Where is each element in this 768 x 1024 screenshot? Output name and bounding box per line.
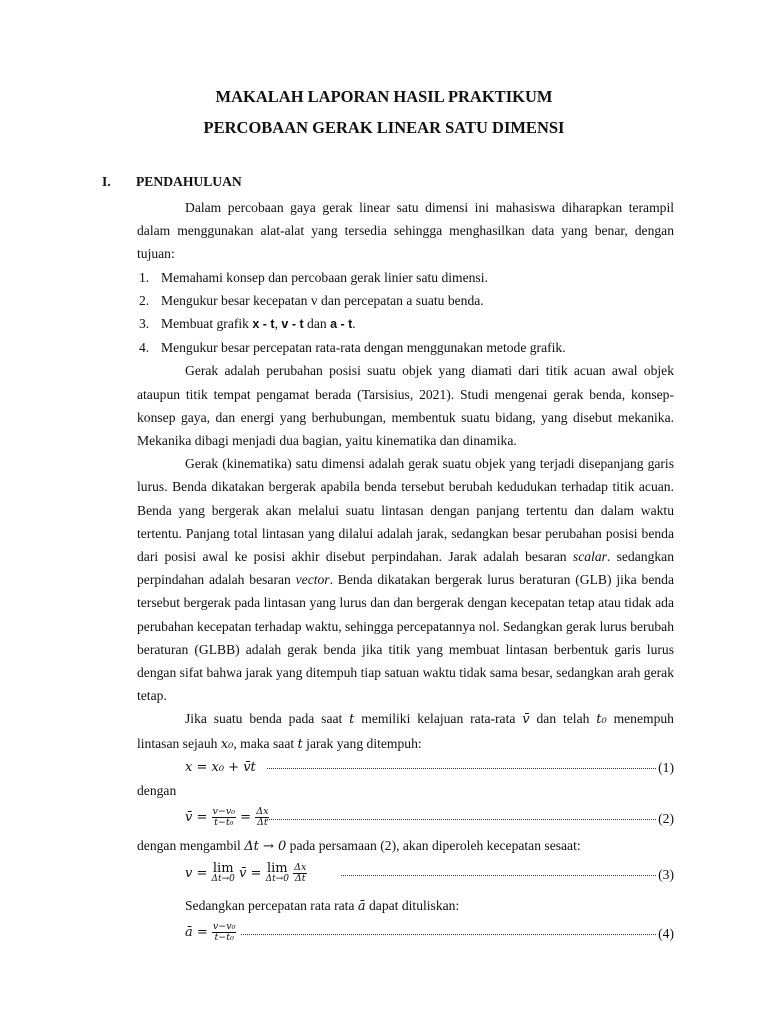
- list-end: .: [352, 316, 356, 332]
- text-run: . sedangkan perpindahan adalah besaran: [137, 549, 674, 588]
- graph-x-t: x - t: [252, 317, 275, 332]
- limit-subscript: Δt→0: [211, 873, 235, 884]
- fraction-denominator: t−t₀: [214, 931, 234, 943]
- fraction-numerator: v−v₀: [212, 806, 236, 818]
- list-sep: dan: [303, 316, 331, 332]
- paragraph-acceleration: [137, 894, 674, 918]
- text-run: jarak yang ditempuh:: [302, 735, 422, 751]
- document-body: [137, 196, 674, 951]
- list-number: 4.: [139, 340, 150, 356]
- paragraph-gerak: Gerak adalah perubahan posisi suatu objek yang diamati dari titik acuan awal objek ataupun titik tempat pengamat berada (Tarsisius, 2021). Studi mengenai gerak benda, konsep-konsep gaya, dan energi yang berhubungan, membentuk suatu bidang, yang disebut mekanika. Mekanika dibagi menjadi dua bagian, yaitu kinematika dan dinamika.: [137, 363, 674, 449]
- equation-2: [137, 802, 674, 834]
- fraction: [255, 807, 269, 828]
- section-title: PENDAHULUAN: [136, 174, 242, 189]
- math-vbar: v̄: [239, 866, 247, 882]
- paragraph-kelajuan: [137, 707, 674, 755]
- text-run: menempuh lintasan sejauh: [137, 711, 674, 751]
- dot-leader: [241, 934, 656, 935]
- fraction-numerator: Δx: [294, 862, 307, 874]
- list-number: 1.: [139, 269, 150, 285]
- math-lhs: v̄ =: [185, 810, 208, 826]
- equation-3: [137, 858, 674, 894]
- math-vbar: v̄: [522, 712, 530, 728]
- math-x0: x₀: [220, 736, 234, 752]
- math-t0: t₀: [596, 712, 607, 728]
- text-run: . Benda dikatakan bergerak lurus beraturan (GLB) jika benda tersebut bergerak pada lintasan yang lurus dan dan bergerak dengan kecepatan tetap atau tidak ada perubahan kecepatan terhadap waktu, sehingga percepatannya nol. Sedangkan gerak lurus berubah beraturan (GLBB) adalah gerak benda jika titik yang membuat lintasan berbentuk garis lurus dengan sifat bahwa jarak yang ditempuh tiap satuan waktu tidak sama besar, sedangkan arah gerak tetap.: [137, 572, 674, 704]
- limit-word: lim: [212, 860, 234, 876]
- list-text: Mengukur besar percepatan rata-rata dengan menggunakan metode grafik.: [161, 340, 566, 356]
- math-delta-t: Δt → 0: [244, 839, 287, 855]
- math-lhs: v =: [185, 866, 208, 882]
- math-equals: =: [250, 866, 262, 882]
- list-item: [137, 336, 674, 359]
- equation-4: [137, 919, 674, 951]
- fraction-denominator: t−t₀: [214, 817, 234, 829]
- list-text: Membuat grafik: [161, 316, 253, 332]
- equation-4-number: (4): [658, 925, 674, 941]
- document-title-line2: PERCOBAAN GERAK LINEAR SATU DIMENSI: [203, 118, 565, 137]
- text-run: dengan mengambil: [137, 838, 245, 854]
- paragraph-limit: [137, 834, 674, 858]
- equation-1-number: (1): [658, 759, 674, 775]
- dot-leader: [267, 768, 656, 769]
- fraction: [293, 863, 307, 884]
- graph-a-t: a - t: [330, 317, 353, 332]
- limit-subscript: Δt→0: [265, 873, 289, 884]
- equation-3-expression: [185, 862, 307, 885]
- text-run: dapat dituliskan:: [365, 898, 460, 914]
- limit: [265, 860, 289, 885]
- equation-3-number: (3): [658, 867, 674, 883]
- list-text: Mengukur besar kecepatan v dan percepatan a suatu benda.: [161, 292, 484, 308]
- fraction-denominator: Δt: [294, 873, 306, 885]
- math-lhs: ā =: [185, 924, 208, 940]
- text-run: Gerak (kinematika) satu dimensi adalah gerak suatu objek yang terjadi disepanjang garis lurus. Benda dikatakan bergerak apabila benda tersebut berubah kedudukan terhadap titik acuan. Benda yang bergerak akan melalui suatu lintasan dengan panjang tertentu dan dalam waktu tertentu. Panjang total lintasan yang dilalui adalah jarak, sedangkan besar perubahan posisi benda dari posisi awal ke posisi akhir disebut perpindahan. Jarak adalah besaran: [137, 456, 674, 565]
- term-scalar: scalar: [572, 549, 607, 565]
- fraction: [212, 922, 237, 943]
- document-title-line1: MAKALAH LAPORAN HASIL PRAKTIKUM: [215, 87, 553, 106]
- fraction-denominator: Δt: [256, 817, 268, 829]
- equation-1: [137, 756, 674, 779]
- equation-2-expression: [185, 806, 269, 829]
- text-run: Sedangkan percepatan rata rata: [185, 898, 358, 914]
- fraction-numerator: Δx: [256, 806, 269, 818]
- list-sep: ,: [274, 316, 282, 332]
- intro-paragraph: Dalam percobaan gaya gerak linear satu dimensi ini mahasiswa diharapkan terampil dalam menggunakan alat-alat yang tersedia sehingga menghasilkan data yang benar, dengan tujuan:: [137, 200, 674, 262]
- list-number: 2.: [139, 292, 150, 308]
- dot-leader: [341, 875, 656, 876]
- math-t: t: [297, 736, 303, 752]
- fraction-numerator: v−v₀: [212, 920, 236, 932]
- equation-4-expression: [185, 921, 236, 944]
- graph-v-t: v - t: [281, 317, 304, 332]
- text-run: Jika suatu benda pada saat: [185, 711, 350, 727]
- text-run: , maka saat: [233, 735, 298, 751]
- section-number: I.: [102, 174, 111, 189]
- text-run: dan telah: [529, 711, 597, 727]
- term-vector: vector: [295, 572, 330, 588]
- list-text: Memahami konsep dan percobaan gerak linier satu dimensi.: [161, 269, 488, 285]
- list-item: [137, 312, 674, 336]
- list-item: [137, 266, 674, 289]
- math-abar: ā: [357, 899, 366, 915]
- math-t: t: [349, 712, 355, 728]
- math-equals: =: [240, 810, 252, 826]
- list-item: [137, 289, 674, 312]
- paragraph-kinematika: [137, 452, 674, 707]
- list-number: 3.: [139, 316, 150, 332]
- fraction: [212, 807, 237, 828]
- equation-2-number: (2): [658, 811, 674, 827]
- goals-list: [137, 266, 674, 360]
- text-run: memiliki kelajuan rata-rata: [354, 711, 523, 727]
- dengan-label: dengan: [137, 783, 177, 799]
- equation-1-expression: x = x₀ + v̄t: [185, 759, 256, 775]
- limit: [211, 860, 235, 885]
- limit-word: lim: [266, 860, 288, 876]
- dot-leader: [267, 819, 656, 820]
- text-run: pada persamaan (2), akan diperoleh kecepatan sesaat:: [286, 838, 581, 854]
